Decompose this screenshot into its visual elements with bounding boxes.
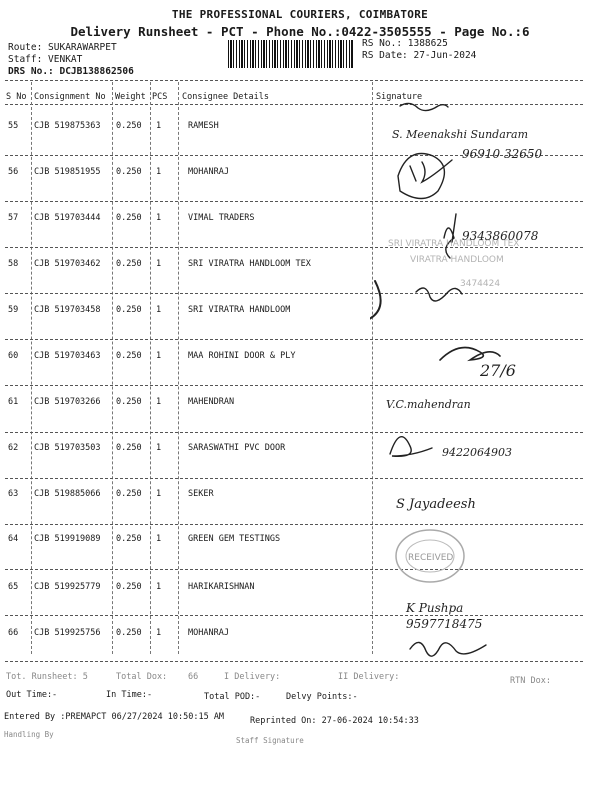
row-consignee: GREEN GEM TESTINGS	[188, 534, 281, 544]
stamp-received-label: RECEIVED	[408, 553, 454, 563]
handwritten-phone: 96910 32650	[462, 147, 543, 161]
row-consignment: CJB 519875363	[34, 121, 101, 131]
row-weight: 0.250	[116, 213, 142, 223]
signature-scribble	[398, 154, 444, 199]
barcode	[228, 40, 354, 68]
row-consignee: MAA ROHINI DOOR & PLY	[188, 351, 296, 361]
handwritten-phone: 9422064903	[442, 446, 512, 459]
row-consignee: VIMAL TRADERS	[188, 213, 255, 223]
drs-number: DRS No.: DCJB138862506	[8, 66, 134, 77]
stamp-subtext: VIRATRA HANDLOOM	[410, 255, 504, 265]
row-consignee: SRI VIRATRA HANDLOOM	[188, 305, 291, 315]
delvy-points: Delvy Points:-	[286, 692, 358, 702]
row-pcs: 1	[156, 534, 162, 544]
entered-by: Entered By :PREMAPCT 06/27/2024 10:50:15 AM	[4, 712, 225, 722]
row-consignee: MAHENDRAN	[188, 397, 235, 407]
shop-stamp	[388, 239, 519, 289]
handwritten-phone: 9343860078	[462, 229, 539, 243]
row-pcs: 1	[156, 443, 162, 453]
signature-scribble	[400, 103, 448, 110]
row-consignment: CJB 519919089	[34, 534, 101, 544]
handwritten-name: S. Meenakshi Sundaram	[392, 128, 529, 141]
row-sno: 59	[8, 305, 19, 315]
route-label: Route: SUKARAWARPET	[8, 42, 117, 53]
row-consignment: CJB 519703503	[34, 443, 101, 453]
row-consignment: CJB 519703458	[34, 305, 101, 315]
row-consignment: CJB 519851955	[34, 167, 101, 177]
row-pcs: 1	[156, 582, 162, 592]
row-pcs: 1	[156, 397, 162, 407]
row-consignment: CJB 519703462	[34, 259, 101, 269]
row-pcs: 1	[156, 259, 162, 269]
row-weight: 0.250	[116, 305, 142, 315]
row-pcs: 1	[156, 305, 162, 315]
row-sno: 57	[8, 213, 19, 223]
row-consignee: HARIKARISHNAN	[188, 582, 255, 592]
rs-date: RS Date: 27-Jun-2024	[362, 50, 477, 61]
signature-scribble	[410, 160, 452, 182]
col-consignee-header: Consignee Details	[182, 92, 269, 102]
i-delivery: I Delivery:	[224, 672, 281, 682]
rs-number: RS No.: 1388625	[362, 38, 448, 49]
rtn-dox: RTN Dox:	[510, 676, 551, 686]
tot-runsheet: Tot. Runsheet: 5	[6, 672, 88, 682]
handwritten-name: V.C.mahendran	[386, 398, 471, 411]
row-consignee: MOHANRAJ	[188, 167, 229, 177]
signature-scribble	[390, 437, 432, 457]
received-stamp	[396, 530, 464, 582]
handwritten-date: 27/6	[480, 361, 516, 380]
row-consignment: CJB 519925779	[34, 582, 101, 592]
signature-scribble	[440, 348, 500, 361]
row-weight: 0.250	[116, 582, 142, 592]
col-weight-header: Weight	[115, 92, 146, 102]
row-consignee: MOHANRAJ	[188, 628, 229, 638]
stamp-phone: 3474424	[460, 279, 501, 289]
col-pcs-header: PCS	[152, 92, 168, 102]
row-weight: 0.250	[116, 489, 142, 499]
in-time: In Time:-	[106, 690, 153, 700]
row-sno: 61	[8, 397, 19, 407]
company-title: THE PROFESSIONAL COURIERS, COIMBATORE	[171, 8, 429, 21]
row-consignee: RAMESH	[188, 121, 219, 131]
row-sno: 64	[8, 534, 19, 544]
signature-column	[370, 96, 595, 676]
row-sno: 62	[8, 443, 19, 453]
handwritten-name: S Jayadeesh	[396, 497, 476, 512]
row-consignee: SRI VIRATRA HANDLOOM TEX	[188, 259, 311, 269]
signature-scribble	[410, 642, 486, 656]
signature-scribble	[370, 242, 381, 321]
handling-by: Handling By	[4, 730, 54, 739]
row-consignment: CJB 519925756	[34, 628, 101, 638]
handwritten-name: K Pushpa	[406, 601, 464, 615]
row-consignment: CJB 519885066	[34, 489, 101, 499]
staff-label: Staff: VENKAT	[8, 54, 83, 65]
row-sno: 58	[8, 259, 19, 269]
row-weight: 0.250	[116, 351, 142, 361]
row-consignment: CJB 519703444	[34, 213, 101, 223]
ii-delivery: II Delivery:	[338, 672, 400, 682]
row-consignment: CJB 519703463	[34, 351, 101, 361]
row-pcs: 1	[156, 167, 162, 177]
runsheet-title: Delivery Runsheet - PCT - Phone No.:0422-3505555 - Page No.:6	[70, 24, 530, 39]
row-sno: 56	[8, 167, 19, 177]
row-weight: 0.250	[116, 121, 142, 131]
row-weight: 0.250	[116, 443, 142, 453]
col-signature-header: Signature	[376, 92, 423, 102]
row-weight: 0.250	[116, 397, 142, 407]
col-consignment-header: Consignment No	[34, 92, 106, 102]
row-weight: 0.250	[116, 259, 142, 269]
row-sno: 63	[8, 489, 19, 499]
row-consignee: SARASWATHI PVC DOOR	[188, 443, 286, 453]
staff-signature: Staff Signature	[236, 736, 304, 745]
row-sno: 55	[8, 121, 19, 131]
row-pcs: 1	[156, 489, 162, 499]
out-time: Out Time:-	[6, 690, 58, 700]
row-sno: 60	[8, 351, 19, 361]
row-weight: 0.250	[116, 534, 142, 544]
signature-scribble	[444, 214, 456, 258]
row-weight: 0.250	[116, 167, 142, 177]
signature-scribble	[416, 288, 462, 301]
divider	[5, 80, 583, 81]
row-sno: 65	[8, 582, 19, 592]
row-sno: 66	[8, 628, 19, 638]
row-pcs: 1	[156, 351, 162, 361]
total-dox-label: Total Dox:	[116, 672, 168, 682]
total-pod: Total POD:-	[204, 692, 261, 702]
row-consignment: CJB 519703266	[34, 397, 101, 407]
stamp-text: SRI VIRATRA HANDLOOM TEX	[388, 239, 520, 249]
col-sno-header: S No	[6, 92, 27, 102]
row-pcs: 1	[156, 628, 162, 638]
total-dox-value: 66	[188, 672, 199, 682]
row-pcs: 1	[156, 213, 162, 223]
row-consignee: SEKER	[188, 489, 214, 499]
row-weight: 0.250	[116, 628, 142, 638]
row-pcs: 1	[156, 121, 162, 131]
reprinted-on: Reprinted On: 27-06-2024 10:54:33	[250, 716, 419, 726]
handwritten-phone: 9597718475	[406, 617, 483, 631]
